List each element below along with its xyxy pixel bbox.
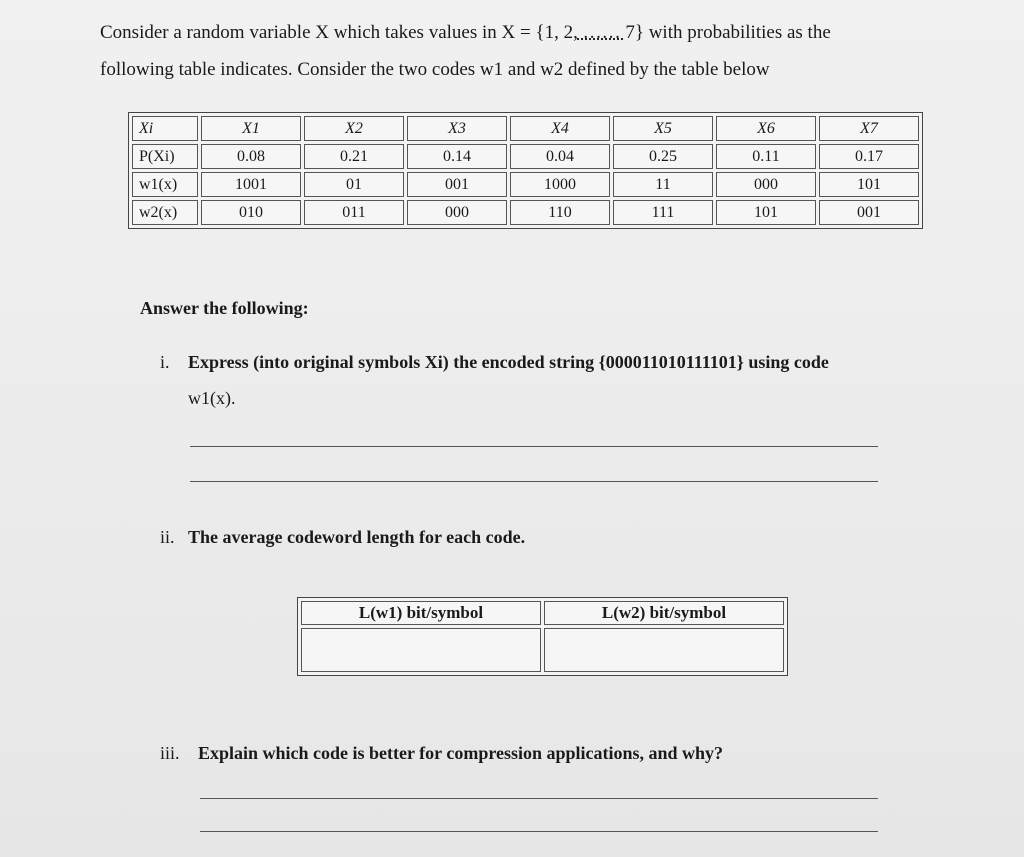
table-cell: 101 [716, 200, 816, 225]
row-label-w1: w1(x) [132, 172, 198, 197]
table-cell: 0.14 [407, 144, 507, 169]
table-header-label: Xi [132, 116, 198, 141]
table-cell: 01 [304, 172, 404, 197]
table-cell: 010 [201, 200, 301, 225]
table-cell: X7 [819, 116, 919, 141]
average-length-table [297, 597, 788, 676]
length-w1-answer[interactable] [301, 628, 541, 672]
question-3-text: Explain which code is better for compression applications, and why? [198, 743, 724, 763]
intro-line-1-start: Consider a random variable X which takes values in X = {1, 2, [100, 22, 578, 43]
table-cell: 1001 [201, 172, 301, 197]
table-cell: X6 [716, 116, 816, 141]
table-cell: 1000 [510, 172, 610, 197]
length-w1-header: L(w1) bit/symbol [301, 601, 541, 625]
question-1-number: i. [160, 352, 170, 372]
intro-line-2: following table indicates. Consider the two codes w1 and w2 defined by the table below [100, 59, 770, 80]
table-row-probabilities [132, 144, 919, 169]
table-cell: 000 [716, 172, 816, 197]
table-row-w2 [132, 200, 919, 225]
problem-intro [100, 14, 920, 88]
row-label-w2: w2(x) [132, 200, 198, 225]
table-cell: 0.25 [613, 144, 713, 169]
question-1-continuation: w1(x). [188, 388, 236, 408]
table-cell: 001 [819, 200, 919, 225]
question-2-text: The average codeword length for each code. [188, 527, 526, 547]
table-cell: 11 [613, 172, 713, 197]
answer-heading: Answer the following: [140, 298, 309, 318]
table-cell: X1 [201, 116, 301, 141]
answer-line-3a[interactable] [200, 798, 878, 799]
answer-line-3b[interactable] [200, 831, 878, 832]
table-cell: 0.04 [510, 144, 610, 169]
probability-code-table [128, 112, 923, 229]
table-row-symbols [132, 116, 919, 141]
table-cell: 0.17 [819, 144, 919, 169]
row-label-probability: P(Xi) [132, 144, 198, 169]
length-w2-header: L(w2) bit/symbol [544, 601, 784, 625]
question-1-text: Express (into original symbols Xi) the encoded string {000011010111101} using code [188, 352, 829, 372]
answer-line-1a[interactable] [190, 446, 878, 447]
table-cell: 111 [613, 200, 713, 225]
table-cell: 011 [304, 200, 404, 225]
intro-ellipsis: …… [577, 22, 626, 43]
average-length-header [301, 601, 784, 625]
question-3-number: iii. [160, 743, 180, 763]
table-cell: 0.11 [716, 144, 816, 169]
question-3 [160, 743, 723, 764]
intro-line-1-end: 7} with probabilities as the [625, 22, 831, 43]
table-cell: 001 [407, 172, 507, 197]
question-1 [160, 352, 829, 373]
table-cell: X2 [304, 116, 404, 141]
average-length-values [301, 628, 784, 672]
table-cell: X4 [510, 116, 610, 141]
table-cell: X5 [613, 116, 713, 141]
question-2-number: ii. [160, 527, 175, 547]
table-cell: X3 [407, 116, 507, 141]
answer-line-1b[interactable] [190, 481, 878, 482]
intro-line-1 [100, 14, 920, 51]
table-cell: 101 [819, 172, 919, 197]
length-w2-answer[interactable] [544, 628, 784, 672]
table-row-w1 [132, 172, 919, 197]
table-cell: 000 [407, 200, 507, 225]
table-cell: 0.21 [304, 144, 404, 169]
table-cell: 110 [510, 200, 610, 225]
table-cell: 0.08 [201, 144, 301, 169]
question-2 [160, 527, 525, 548]
